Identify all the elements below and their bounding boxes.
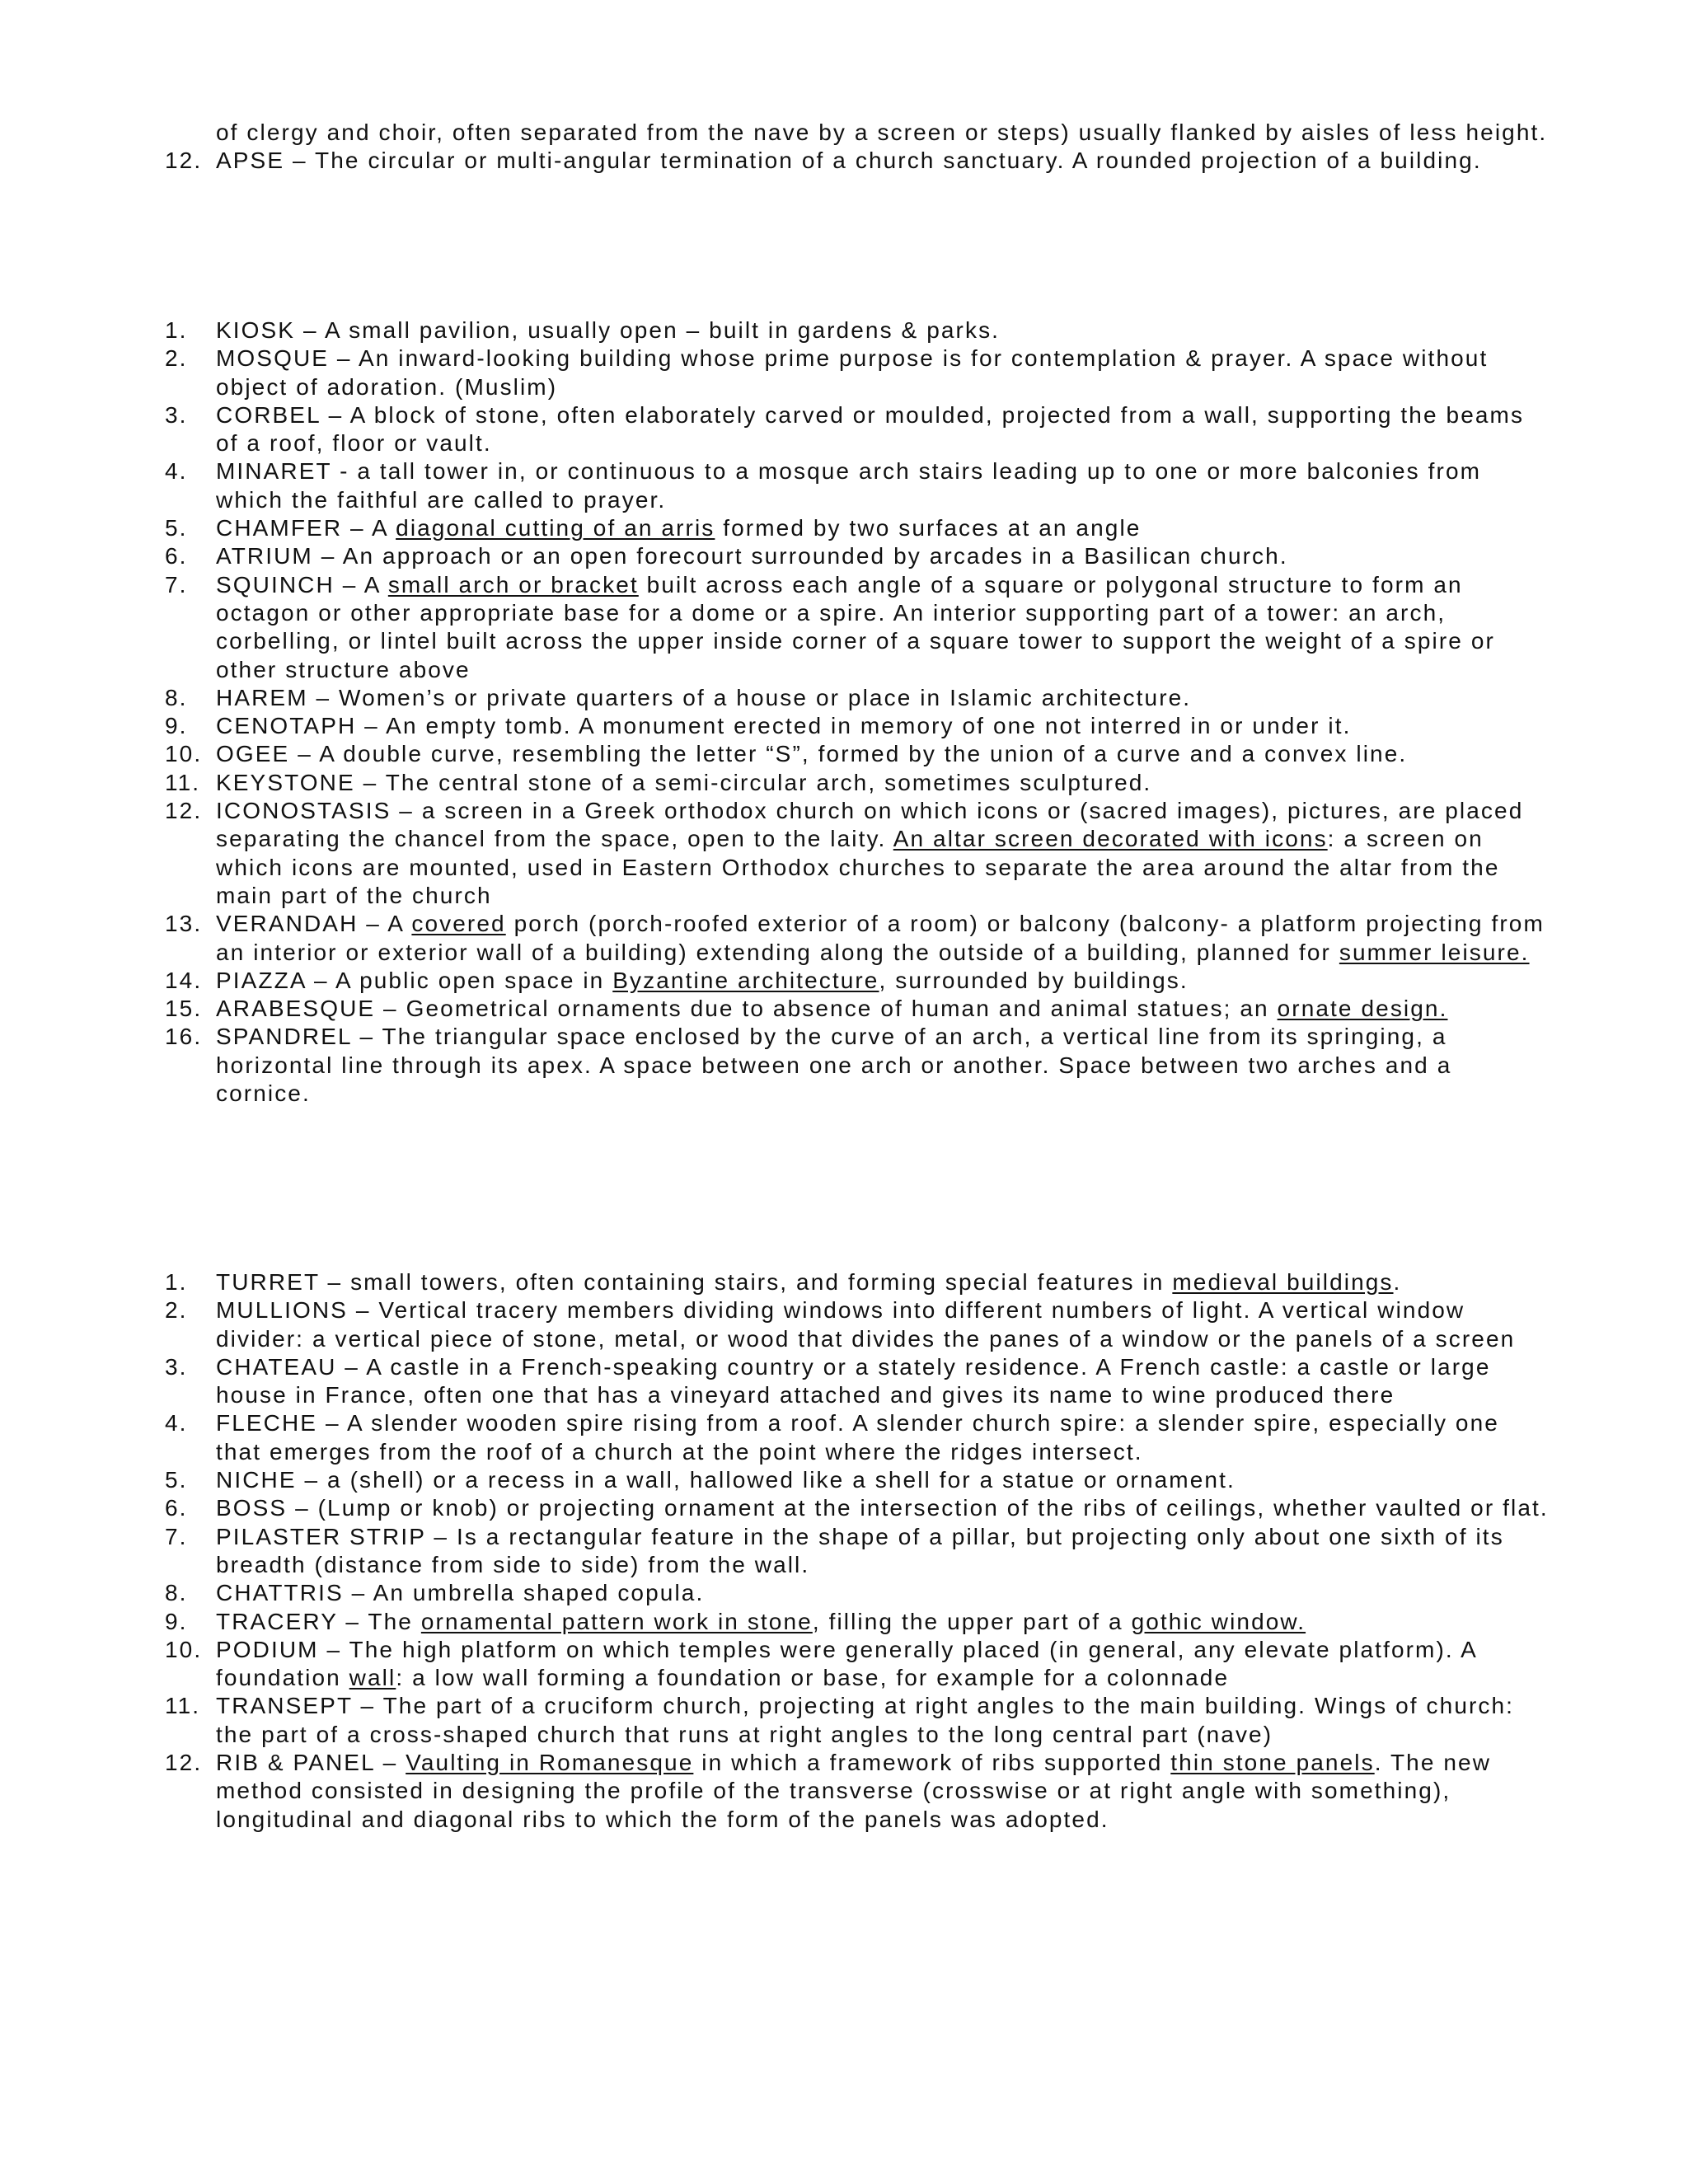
text-run: . The new method consisted in designing the profile of the transverse (crosswise or at right angle with something), longitudinal and diagonal ribs to which the form of the panels was adopted.	[216, 1750, 1492, 1832]
text-run: TURRET – small towers, often containing stairs, and forming special features in	[216, 1269, 1173, 1295]
list-item-text	[216, 1268, 1551, 1296]
list-item	[0, 1296, 1688, 1353]
text-run: TRACERY – The	[216, 1608, 421, 1634]
list-item-number: 2.	[165, 1297, 188, 1324]
list-item-number: 10.	[165, 741, 203, 767]
text-run: , surrounded by buildings.	[879, 967, 1189, 993]
section-glossary-2	[0, 316, 1688, 1108]
list-item	[0, 1409, 1688, 1466]
list-item-number: 10.	[165, 1636, 203, 1662]
text-run: ATRIUM – An approach or an open forecourt surrounded by arcades in a Basilican church.	[216, 543, 1288, 569]
list-item-text	[216, 1494, 1551, 1522]
list-item-text	[216, 1636, 1551, 1693]
underlined-term: small arch or bracket	[387, 571, 639, 598]
list-item-number: 5.	[165, 515, 188, 541]
text-run: HAREM – Women’s or private quarters of a house or place in Islamic architecture.	[216, 684, 1192, 710]
text-run: OGEE – A double curve, resembling the letter “S”, formed by the union of a curve and a convex line.	[216, 741, 1408, 767]
list-item-text	[216, 1353, 1551, 1410]
text-run: SQUINCH – A	[216, 571, 388, 598]
list-item-number: 13.	[165, 911, 203, 937]
section-continued	[0, 119, 1688, 176]
list-item	[0, 1523, 1688, 1580]
underlined-term: gothic window.	[1131, 1608, 1306, 1634]
underlined-term: summer leisure.	[1339, 939, 1530, 965]
list-item-text	[216, 712, 1551, 740]
list-item	[0, 542, 1688, 570]
underlined-term: covered	[411, 911, 506, 937]
text-run: of clergy and choir, often separated from the nave by a screen or steps) usually flanked by aisles of less height.	[216, 120, 1548, 145]
list-item-number: 9.	[165, 713, 188, 739]
text-run: FLECHE – A slender wooden spire rising from a roof. A slender church spire: a slender spire, especially one that emerges from the roof of a church at the point where the ridges intersect.	[216, 1410, 1499, 1465]
text-run: RIB & PANEL –	[216, 1750, 406, 1776]
list-item-text	[216, 147, 1551, 175]
list-item-text	[216, 1409, 1551, 1466]
list-item-number: 11.	[165, 1693, 201, 1719]
list-item-number: 14.	[165, 967, 203, 993]
text-run: ARABESQUE – Geometrical ornaments due to absence of human and animal statues; an	[216, 996, 1278, 1022]
text-run: CHAMFER – A	[216, 515, 396, 541]
section-glossary-3	[0, 1268, 1688, 1834]
underlined-term: ornamental pattern work in stone	[420, 1608, 813, 1634]
list-item-number: 3.	[165, 1353, 188, 1380]
text-run: KEYSTONE – The central stone of a semi-circular arch, sometimes sculptured.	[216, 769, 1152, 795]
text-run: KIOSK – A small pavilion, usually open – built in gardens & parks.	[216, 317, 1001, 343]
list-item-number: 4.	[165, 1410, 188, 1436]
list-item-text	[216, 571, 1551, 684]
list-item-number: 1.	[165, 1269, 188, 1295]
list-item	[0, 684, 1688, 712]
list-item-text	[216, 1579, 1551, 1607]
text-run: PILASTER STRIP – Is a rectangular feature in the shape of a pillar, but projecting only about one sixth of its breadth (distance from side to side) from the wall.	[216, 1523, 1504, 1577]
underlined-term: wall	[349, 1665, 396, 1691]
list-item-text	[216, 1749, 1551, 1834]
list-item-text	[216, 1296, 1551, 1353]
text-run: in which a framework of ribs supported	[693, 1750, 1171, 1776]
text-run: SPANDREL – The triangular space enclosed by the curve of an arch, a vertical line from its springing, a horizontal line through its apex. A space between one arch or another. Space between two arches and a cornice.	[216, 1024, 1452, 1107]
list-item-text	[216, 1466, 1551, 1494]
list-item	[0, 1023, 1688, 1108]
list-item-number: 4.	[165, 458, 188, 485]
list-item-number: 6.	[165, 543, 188, 569]
list-item	[0, 147, 1688, 175]
list-item	[0, 712, 1688, 740]
underlined-term: thin stone panels	[1170, 1750, 1375, 1776]
text-run: ICONOSTASIS – a screen in a Greek orthodox church on which icons or (sacred images), pictures, are placed separating the chancel from the space, open to the laity.	[216, 798, 1524, 852]
list-item	[0, 797, 1688, 910]
text-run: built across each angle of a square or polygonal structure to form an octagon or other appropriate base for a dome or a spire. An interior supporting part of a tower: an arch, corbelling, or lintel built across the upper inside corner of a square tower to support the weight of a spire or other structure above	[216, 571, 1495, 682]
list-item	[0, 1466, 1688, 1494]
underlined-term: ornate design.	[1277, 996, 1448, 1022]
text-run: CHATEAU – A castle in a French-speaking country or a stately residence. A French castle: a castle or large house in France, often one that has a vineyard attached and gives its name to wine produced there	[216, 1353, 1491, 1408]
text-run: MINARET - a tall tower in, or continuous to a mosque arch stairs leading up to one or more balconies from which the faithful are called to prayer.	[216, 458, 1482, 513]
list-item	[0, 1353, 1688, 1410]
list-item-text	[216, 1523, 1551, 1580]
list-item-text	[216, 740, 1551, 768]
list-item-number: 7.	[165, 571, 188, 598]
list-item-number: 15.	[165, 996, 203, 1022]
text-run: porch (porch-roofed exterior of a room) or balcony (balcony- a platform projecting from an interior or exterior wall of a building) extending along the outside of a building, planned for	[216, 911, 1545, 965]
list-item	[0, 1692, 1688, 1749]
list-item-number: 3.	[165, 401, 188, 428]
text-run: CHATTRIS – An umbrella shaped copula.	[216, 1580, 705, 1606]
text-run: TRANSEPT – The part of a cruciform church, projecting at right angles to the main building. Wings of church: the part of a cross-shaped church that runs at right angles to the long central part (nave)	[216, 1693, 1515, 1747]
underlined-term: diagonal cutting of an arris	[396, 515, 715, 541]
list-item-text	[216, 684, 1551, 712]
list-item	[0, 514, 1688, 542]
list-item	[0, 1579, 1688, 1607]
list-item-number: 16.	[165, 1024, 203, 1050]
underlined-term: Byzantine architecture	[612, 967, 879, 993]
text-run: : a screen on which icons are mounted, used in Eastern Orthodox churches to separate the area around the altar from the main part of the church	[216, 826, 1500, 908]
list-item	[0, 1608, 1688, 1636]
list-item	[0, 1749, 1688, 1834]
list-item	[0, 1268, 1688, 1296]
list-item	[0, 1494, 1688, 1522]
text-run: : a low wall forming a foundation or base, for example for a colonnade	[396, 1665, 1230, 1691]
list-item	[0, 910, 1688, 967]
text-run: CENOTAPH – An empty tomb. A monument erected in memory of one not interred in or under it.	[216, 713, 1352, 739]
text-run: NICHE – a (shell) or a recess in a wall, hallowed like a shell for a statue or ornament.	[216, 1467, 1236, 1493]
list-item	[0, 769, 1688, 797]
list-item-number: 2.	[165, 345, 188, 372]
list-item	[0, 1636, 1688, 1693]
list-item-number: 8.	[165, 1580, 188, 1606]
underlined-term: An altar screen decorated with icons	[893, 826, 1328, 852]
list-item	[0, 119, 1688, 147]
list-item-number: 12.	[165, 148, 203, 174]
text-run: PIAZZA – A public open space in	[216, 967, 613, 993]
list-item-number: 1.	[165, 317, 188, 343]
list-item	[0, 571, 1688, 684]
list-item-text	[216, 316, 1551, 344]
text-run: BOSS – (Lump or knob) or projecting ornament at the intersection of the ribs of ceilings, whether vaulted or flat.	[216, 1495, 1549, 1521]
list-item	[0, 457, 1688, 514]
list-item-text	[216, 797, 1551, 910]
list-item-text	[216, 769, 1551, 797]
text-run: formed by two surfaces at an angle	[715, 515, 1142, 541]
list-item	[0, 344, 1688, 401]
list-item-text	[216, 119, 1551, 147]
text-run: APSE – The circular or multi-angular termination of a church sanctuary. A rounded projection of a building.	[216, 148, 1482, 174]
list-item-text	[216, 542, 1551, 570]
list-item	[0, 401, 1688, 458]
list-item	[0, 995, 1688, 1023]
list-item-text	[216, 995, 1551, 1023]
text-run: MULLIONS – Vertical tracery members dividing windows into different numbers of light. A vertical window divider: a vertical piece of stone, metal, or wood that divides the panes of a window or the panels of a screen	[216, 1297, 1516, 1352]
list-item-number: 9.	[165, 1608, 188, 1634]
list-item-number: 8.	[165, 684, 188, 710]
list-item-number: 11.	[165, 769, 201, 795]
list-item-text	[216, 910, 1551, 967]
list-item-text	[216, 344, 1551, 401]
list-item	[0, 967, 1688, 995]
list-item-number: 7.	[165, 1523, 188, 1549]
text-run: .	[1393, 1269, 1402, 1295]
list-item	[0, 316, 1688, 344]
text-run: MOSQUE – An inward-looking building whose prime purpose is for contemplation & prayer. A space without object of adoration. (Muslim)	[216, 345, 1489, 400]
list-item-number: 12.	[165, 798, 203, 824]
list-item-number: 5.	[165, 1467, 188, 1493]
list-item	[0, 740, 1688, 768]
list-item-text	[216, 401, 1551, 458]
list-item-number: 12.	[165, 1750, 203, 1776]
text-run: , filling the upper part of a	[812, 1608, 1132, 1634]
list-item-text	[216, 967, 1551, 995]
underlined-term: medieval buildings	[1172, 1269, 1394, 1295]
list-item-text	[216, 514, 1551, 542]
list-item-text	[216, 1023, 1551, 1108]
list-item-text	[216, 457, 1551, 514]
underlined-term: Vaulting in Romanesque	[406, 1750, 694, 1776]
list-item-text	[216, 1692, 1551, 1749]
text-run: CORBEL – A block of stone, often elaborately carved or moulded, projected from a wall, supporting the beams of a roof, floor or vault.	[216, 401, 1525, 457]
text-run: VERANDAH – A	[216, 911, 412, 937]
list-item-number: 6.	[165, 1495, 188, 1521]
text-run: PODIUM – The high platform on which temples were generally placed (in general, any elevate platform). A foundation	[216, 1636, 1477, 1691]
list-item-text	[216, 1608, 1551, 1636]
